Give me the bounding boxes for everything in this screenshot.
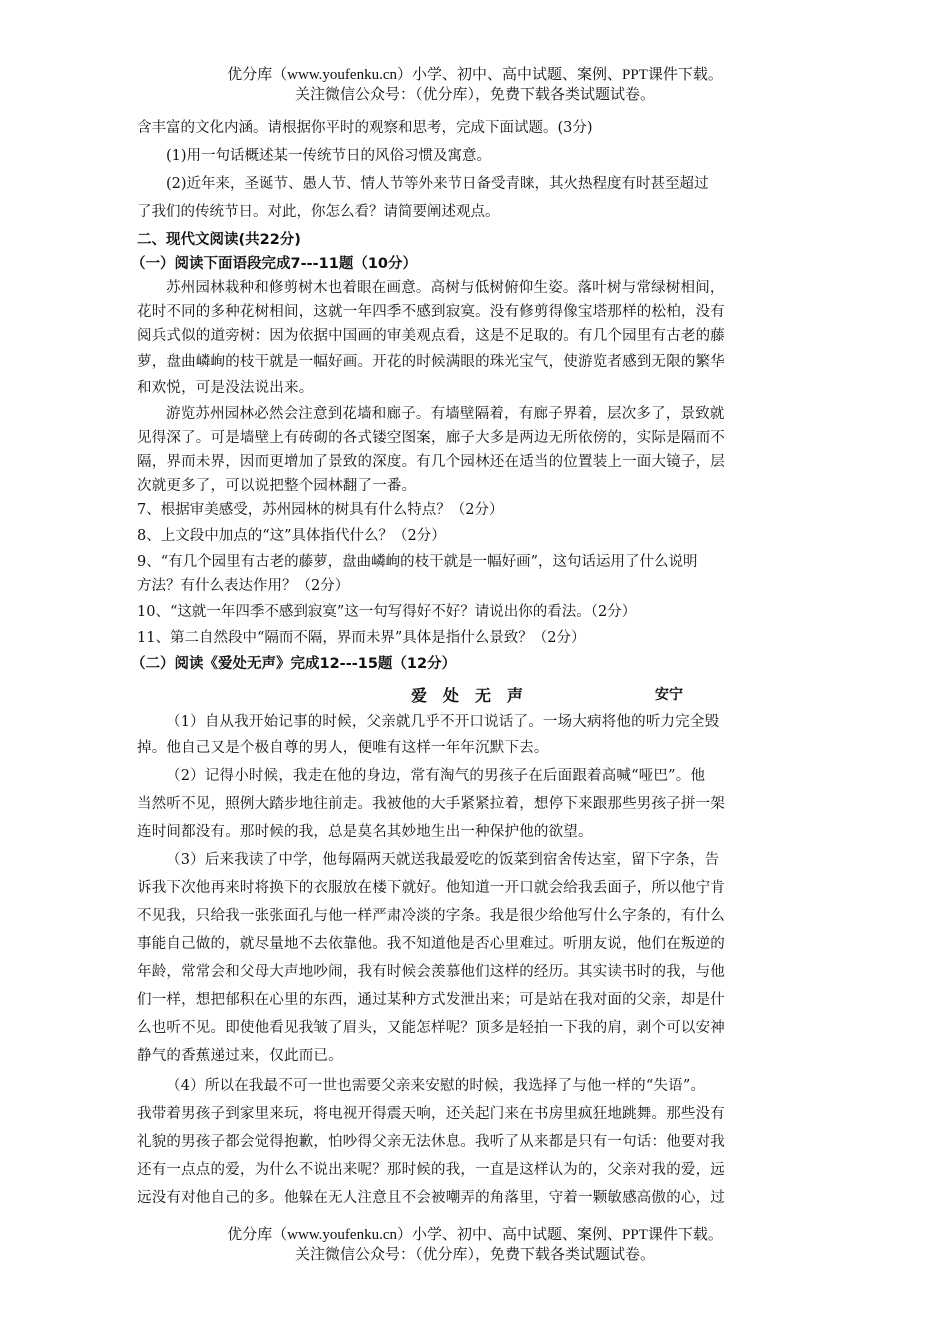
article-line: 连时间都没有。那时候的我，总是莫名其妙地生出一种保护他的欲望。 [137,824,593,840]
p1-line-5: 和欢悦，可是没法说出来。 [137,380,314,396]
article-line: 么也听不见。即使他看见我皱了眉头，又能怎样呢？顶多是轻拍一下我的肩，剥个可以安神 [137,1020,725,1036]
q6-line-1: 含丰富的文化内涵。请根据你平时的观察和思考，完成下面试题。(3分) [137,120,593,136]
footer-line-2: 关注微信公众号：（优分库），免费下载各类试题试卷。 [294,1247,655,1263]
footer-line-1: 优分库（www.youfenku.cn）小学、初中、高中试题、案例、PPT课件下载。 [227,1227,723,1243]
question-10: 10、“这就一年四季不感到寂寞”这一句写得好不好？请说出你的看法。（2分） [137,604,637,620]
p2-line-2: 见得深了。可是墙壁上有砖砌的各式镂空图案，廊子大多是两边无所依傍的，实际是隔而不 [137,430,725,446]
q6-line-2: (1)用一句话概述某一传统节日的风俗习惯及寓意。 [166,148,492,164]
header-line-1: 优分库（www.youfenku.cn）小学、初中、高中试题、案例、PPT课件下载。 [227,67,723,83]
question-7: 7、根据审美感受，苏州园林的树具有什么特点？（2分） [137,502,504,518]
section-heading: 二、现代文阅读(共22分) [137,232,301,248]
part2-heading: （二）阅读《爱处无声》完成12---15题（12分） [131,656,457,672]
q6-line-4: 了我们的传统节日。对此，你怎么看？请简要阐述观点。 [137,204,500,220]
p1-line-2: 花时不同的多种花树相间，这就一年四季不感到寂寞。没有修剪得像宝塔那样的松柏，没有 [137,304,725,320]
article-line: 掉。他自己又是个极自尊的男人，便唯有这样一年年沉默下去。 [137,740,549,756]
part1-heading: （一）阅读下面语段完成7---11题（10分） [131,256,417,272]
article-line: （4）所以在我最不可一世也需要父亲来安慰的时候，我选择了与他一样的“失语”。 [166,1078,706,1094]
article-line: 们一样，想把郁积在心里的东西，通过某种方式发泄出来；可是站在我对面的父亲，却是什 [137,992,725,1008]
p1-line-3: 阅兵式似的道旁树：因为依据中国画的审美观点看，这是不足取的。有几个园里有古老的藤 [137,328,725,344]
article-title: 爱处无声 [410,686,539,705]
article-line: 当然听不见，照例大踏步地往前走。我被他的大手紧紧拉着，想停下来跟那些男孩子拼一架 [137,796,725,812]
article-line: 事能自己做的，就尽量地不去依靠他。我不知道他是否心里难过。听朋友说，他们在叛逆的 [137,936,725,952]
question-9-line-2: 方法？有什么表达作用？（2分） [137,578,350,594]
article-line: （3）后来我读了中学，他每隔两天就送我最爱吃的饭菜到宿舍传达室，留下字条，告 [166,852,720,868]
q6-line-3: (2)近年来，圣诞节、愚人节、情人节等外来节日备受青睐，其火热程度有时甚至超过 [166,176,709,192]
question-8: 8、上文段中加点的“这”具体指代什么？（2分） [137,528,446,544]
article-line: （2）记得小时候，我走在他的身边，常有淘气的男孩子在后面跟着高喊“哑巴”。他 [166,768,706,784]
article-line: 礼貌的男孩子都会觉得抱歉，怕吵得父亲无法休息。我听了从来都是只有一句话：他要对我 [137,1134,725,1150]
p2-line-1: 游览苏州园林必然会注意到花墙和廊子。有墙壁隔着，有廊子界着，层次多了，景致就 [166,406,725,422]
article-line: （1）自从我开始记事的时候，父亲就几乎不开口说话了。一场大病将他的听力完全毁 [166,714,720,730]
p2-line-4: 次就更多了，可以说把整个园林翻了一番。 [137,478,417,494]
article-line: 不见我，只给我一张张面孔与他一样严肃冷淡的字条。我是很少给他写什么字条的，有什么 [137,908,725,924]
question-9-line-1: 9、“有几个园里有古老的藤萝，盘曲嶙峋的枝干就是一幅好画”，这句话运用了什么说明 [137,554,698,570]
article-line: 静气的香蕉递过来，仅此而已。 [137,1048,343,1064]
article-line: 年龄，常常会和父母大声地吵闹，我有时候会羡慕他们这样的经历。其实读书时的我，与他 [137,964,725,980]
article-line: 我带着男孩子到家里来玩，将电视开得震天响，还关起门来在书房里疯狂地跳舞。那些没有 [137,1106,725,1122]
article-line: 诉我下次他再来时将换下的衣服放在楼下就好。他知道一开口就会给我丢面子，所以他宁肯 [137,880,725,896]
question-11: 11、第二自然段中“隔而不隔，界而未界”具体是指什么景致？（2分） [137,630,586,646]
article-line: 还有一点点的爱，为什么不说出来呢？那时候的我，一直是这样认为的，父亲对我的爱，远 [137,1162,725,1178]
p1-line-4: 萝，盘曲嶙峋的枝干就是一幅好画。开花的时候满眼的珠光宝气，使游览者感到无限的繁华 [137,354,725,370]
p1-line-1: 苏州园林栽种和修剪树木也着眼在画意。高树与低树俯仰生姿。落叶树与常绿树相间， [166,280,725,296]
article-author: 安宁 [655,687,683,703]
article-line: 远没有对他自己的多。他躲在无人注意且不会被嘲弄的角落里，守着一颗敏感高傲的心，过 [137,1190,725,1206]
p2-line-3: 隔，界而未界，因而更增加了景致的深度。有几个园林还在适当的位置装上一面大镜子，层 [137,454,725,470]
header-line-2: 关注微信公众号：（优分库），免费下载各类试题试卷。 [294,87,655,103]
